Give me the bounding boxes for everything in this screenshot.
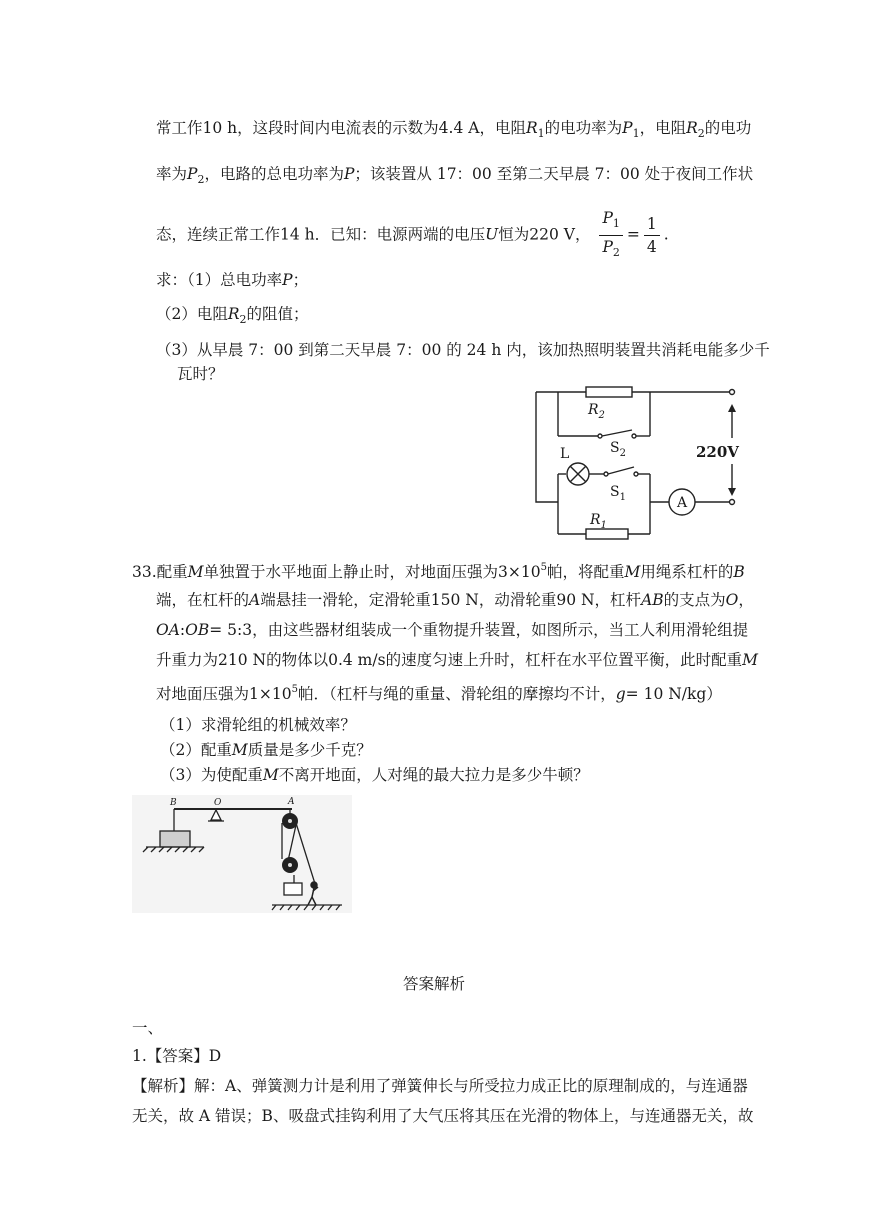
load-weight — [284, 883, 302, 895]
svg-text:R1: $R_1$ — [590, 512, 607, 531]
q33-sub-1: （1）求滑轮组的机械效率？ — [160, 716, 356, 734]
switch-s1 — [608, 467, 634, 474]
answer-1: 1.【答案】D — [132, 1047, 222, 1065]
q33-line-5: 对地面压强为$1\times 10^5$帕．（杠杆与绳的重量、滑轮组的摩擦均不计，g= 10 N/kg） — [156, 684, 722, 703]
explanation-line-2: 无关，故 A 错误；B、吸盘式挂钩利用了大气压将其压在光滑的物体上，与连通器无关，故 — [132, 1107, 754, 1125]
terminal-top — [730, 390, 735, 395]
q32-line-1: 常工作10 h，这段时间内电流表的示数为4.4 A，电阻$R_1$的电功率为$P_1$，电阻$R_2$的电功 — [156, 119, 752, 140]
q33-line-3: OA:OB= 5:3，由这些器材组装成一个重物提升装置，如图所示，当工人利用滑轮组提 — [156, 621, 749, 639]
power-ratio-fraction: $\frac{P_1}{P_2}$ — [599, 207, 622, 264]
svg-text:R2: $R_2$ — [588, 402, 605, 421]
q33-line-2: 端，在杠杆的A端悬挂一滑轮，定滑轮重150 N，动滑轮重90 N，杠杆AB的支点为O， — [156, 591, 754, 609]
q32-ask-1: 求：（1）总电功率P； — [156, 271, 309, 289]
label-r1: R — [590, 512, 601, 528]
label-ammeter: A — [677, 495, 688, 511]
q33-line-1: 33.配重M单独置于水平地面上静止时，对地面压强为$3\times 10^5$帕，将配重M用绳系杠杆的B — [132, 562, 745, 581]
label-a: A — [288, 797, 295, 807]
label-lamp: L — [560, 446, 570, 462]
label-b: B — [170, 798, 177, 808]
explanation-line-1: 【解析】解：A、弹簧测力计是利用了弹簧伸长与所受拉力成正比的原理制成的，与连通器 — [132, 1077, 748, 1095]
label-s2: S — [610, 440, 620, 456]
q33-sub-3: （3）为使配重M不离开地面，人对绳的最大拉力是多少牛顿？ — [160, 766, 589, 784]
q33-line-4: 升重力为210 N的物体以0.4 m/s的速度匀速上升时，杠杆在水平位置平衡，此时配重M — [156, 651, 758, 669]
terminal-bottom — [730, 500, 735, 505]
answers-section-label: 一、 — [132, 1019, 164, 1037]
one-quarter-fraction: $\frac{1}{4}$ — [644, 213, 660, 258]
circuit-diagram — [526, 378, 742, 544]
label-o: O — [214, 798, 222, 808]
label-s1: S — [610, 484, 620, 500]
svg-text:S2: $S_2$ — [610, 440, 626, 459]
lever-pulley-figure — [132, 795, 352, 913]
q33-sub-2: （2）配重M质量是多少千克？ — [160, 741, 372, 759]
q32-ask-3: （3）从早晨 7：00 到第二天早晨 7：00 的 24 h 内，该加热照明装置共消耗电能多少千 — [156, 341, 770, 359]
resistor-r1 — [586, 529, 628, 539]
counterweight-m — [160, 831, 190, 847]
resistor-r2 — [586, 387, 632, 397]
q32-ask-3-cont: 瓦时？ — [177, 365, 224, 383]
q32-line-3: 态，连续正常工作14 h．已知：电源两端的电压U恒为220 V， $\frac{P_1}{P_2}$ = $\frac{1}{4}$ . — [156, 207, 669, 264]
svg-text:S1: $S_1$ — [610, 484, 626, 503]
q32-ask-2: （2）电阻$R_2$的阻值； — [156, 305, 309, 326]
answers-heading: 答案解析 — [403, 975, 466, 993]
switch-s2 — [602, 430, 632, 436]
label-r2: R — [588, 402, 599, 418]
label-voltage: 220V — [696, 443, 739, 461]
q32-line-2: 率为$P_2$，电路的总电功率为P；该装置从 17：00 至第二天早晨 7：00 处于夜间工作状 — [156, 165, 754, 186]
